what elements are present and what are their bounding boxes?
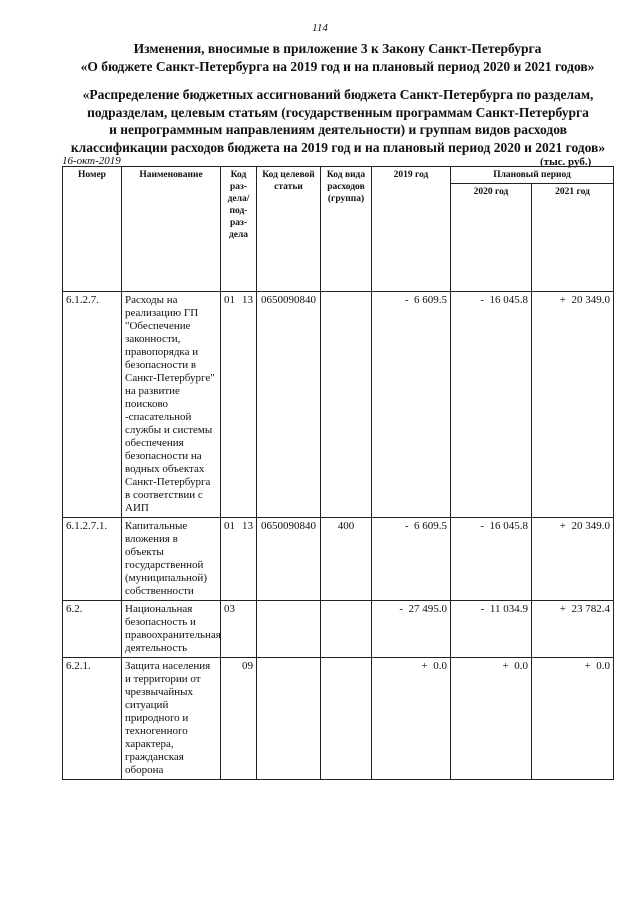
table-row: [63, 601, 614, 658]
subsection-code: 13: [242, 294, 253, 306]
row-expense-type-code: [321, 658, 372, 780]
amount: 6 609.5: [414, 294, 447, 306]
row-number: 6.1.2.7.: [63, 292, 122, 518]
budget-table: [62, 166, 614, 780]
page-number: 114: [312, 22, 328, 34]
sign: +: [502, 660, 509, 672]
row-2020-value: [451, 292, 532, 518]
row-section-code: [221, 292, 257, 518]
table-row: [63, 518, 614, 601]
row-2021-value: [532, 518, 614, 601]
table-row: [63, 292, 614, 518]
amount: 23 782.4: [571, 603, 610, 615]
row-2021-value: [532, 601, 614, 658]
title-line: «О бюджете Санкт-Петербурга на 2019 год и на плановый период 2020 и 2021 годов»: [80, 59, 595, 74]
row-section-code: [221, 658, 257, 780]
amount: 16 045.8: [489, 520, 528, 532]
row-expense-type-code: [321, 292, 372, 518]
header-2019: 2019 год: [372, 167, 451, 292]
subsection-code: 13: [242, 520, 253, 532]
subtitle-line: и непрограммным направлениям деятельности) и группам видов расходов: [109, 122, 567, 137]
sign: +: [584, 660, 591, 672]
amount: 20 349.0: [571, 294, 610, 306]
amount: 6 609.5: [414, 520, 447, 532]
amount: 11 034.9: [489, 603, 528, 615]
row-2021-value: [532, 292, 614, 518]
sign: -: [404, 520, 409, 532]
row-2020-value: [451, 658, 532, 780]
section-code: 01: [224, 294, 235, 306]
sign: -: [480, 520, 484, 532]
document-subtitle: [52, 86, 624, 156]
sign: -: [399, 603, 403, 615]
row-name: Защита населения и территории от чрезвычайных ситуаций природного и техногенного характера, гражданская оборона: [122, 658, 221, 780]
row-2021-value: [532, 658, 614, 780]
amount: 16 045.8: [489, 294, 528, 306]
header-target-code: Код целевой статьи: [257, 167, 321, 292]
sign: +: [559, 520, 566, 532]
row-name: Расходы на реализацию ГП "Обеспечение законности, правопорядка и безопасности в Санкт-Петербурге" на развитие поисково -спасательной службы и системы обеспечения безопасности на водных объектах Санкт-Петербурга в соответствии с АИП: [122, 292, 221, 518]
document-date: 16-окт-2019: [62, 155, 121, 167]
subtitle-line: «Распределение бюджетных ассигнований бюджета Санкт-Петербурга по разделам,: [82, 87, 594, 102]
row-number: 6.2.: [63, 601, 122, 658]
sign: -: [480, 294, 484, 306]
units-label: (тыс. руб.): [540, 156, 592, 168]
table-header-row: [63, 167, 614, 184]
row-2019-value: [372, 658, 451, 780]
table-row: [63, 658, 614, 780]
row-2020-value: [451, 518, 532, 601]
row-number: 6.2.1.: [63, 658, 122, 780]
amount: 27 495.0: [408, 603, 447, 615]
amount: 20 349.0: [571, 520, 610, 532]
subtitle-line: классификации расходов бюджета на 2019 год и на плановый период 2020 и 2021 годов»: [70, 139, 606, 155]
header-number: Номер: [63, 167, 122, 292]
section-code: 03: [224, 603, 235, 615]
row-target-code: [257, 658, 321, 780]
row-target-code: [257, 601, 321, 658]
sign: -: [480, 603, 485, 615]
sign: +: [559, 294, 566, 306]
title-line: Изменения, вносимые в приложение 3 к Закону Санкт-Петербурга: [133, 41, 542, 56]
row-2020-value: [451, 601, 532, 658]
row-2019-value: [372, 518, 451, 601]
row-target-code: 0650090840: [257, 292, 321, 518]
header-expense-type-code: Код вида расходов (группа): [321, 167, 372, 292]
subsection-code: 09: [242, 660, 253, 672]
row-name: Национальная безопасность и правоохранительная деятельность: [122, 601, 221, 658]
section-code: 01: [224, 520, 235, 532]
amount: 0.0: [596, 660, 610, 672]
row-section-code: [221, 601, 257, 658]
row-expense-type-code: [321, 601, 372, 658]
header-section-code: Код раз-дела/ под-раз-дела: [221, 167, 257, 292]
amount: 0.0: [433, 660, 447, 672]
subtitle-line: подразделам, целевым статьям (государственным программам Санкт-Петербурга: [87, 104, 589, 120]
header-2021: 2021 год: [532, 184, 614, 292]
document-title: [50, 40, 625, 76]
row-expense-type-code: 400: [321, 518, 372, 601]
row-2019-value: [372, 601, 451, 658]
row-name: Капитальные вложения в объекты государственной (муниципальной) собственности: [122, 518, 221, 601]
amount: 0.0: [514, 660, 528, 672]
header-planned-period: Плановый период: [451, 167, 614, 184]
sign: -: [404, 294, 409, 306]
row-target-code: 0650090840: [257, 518, 321, 601]
header-2020: 2020 год: [451, 184, 532, 292]
sign: +: [421, 660, 428, 672]
row-section-code: [221, 518, 257, 601]
row-2019-value: [372, 292, 451, 518]
row-number: 6.1.2.7.1.: [63, 518, 122, 601]
header-name: Наименование: [122, 167, 221, 292]
sign: +: [559, 603, 566, 615]
